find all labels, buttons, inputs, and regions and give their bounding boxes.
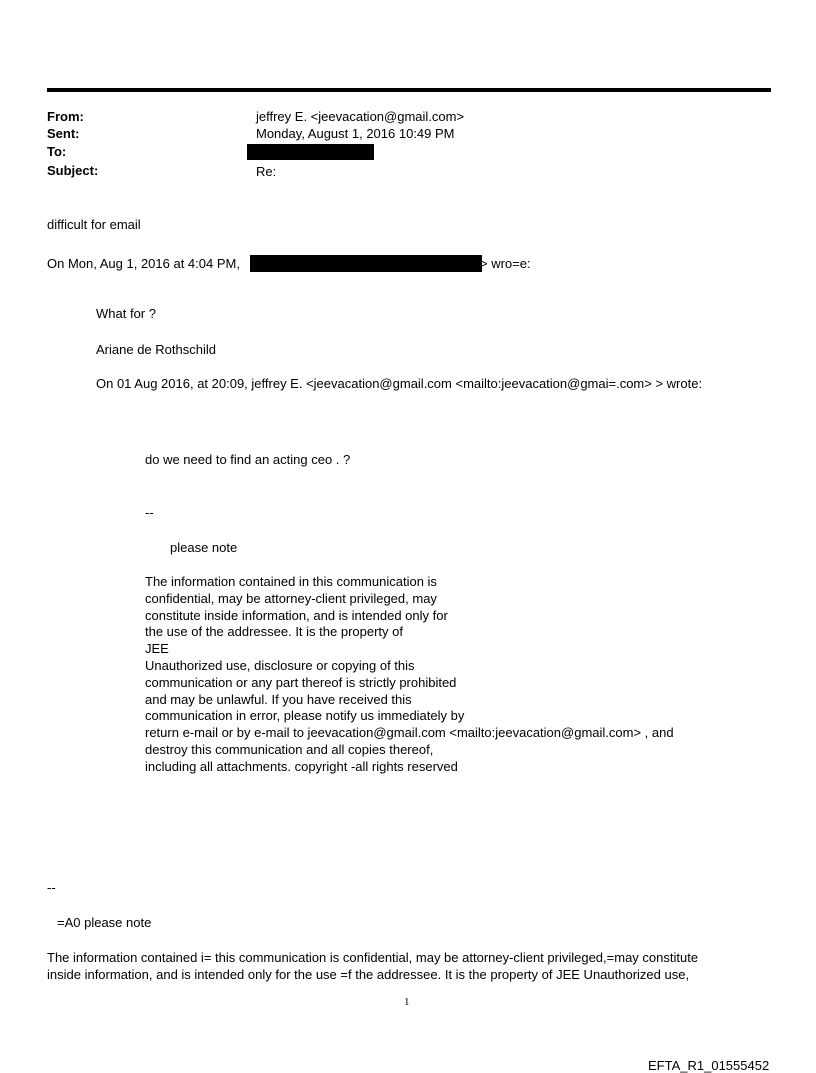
signature-separator-inner: -- xyxy=(145,505,154,520)
signature-separator-outer: -- xyxy=(47,880,56,895)
to-redaction xyxy=(247,144,374,160)
subject-value: Re: xyxy=(256,164,277,179)
outer-disclaimer-line: The information contained i= this communication is confidential, may be attorney-client privileged,=may constitute xyxy=(47,950,699,965)
please-note-outer: =A0 please note xyxy=(57,915,152,930)
please-note-inner: please note xyxy=(170,540,238,555)
sent-label: Sent: xyxy=(47,126,80,141)
from-label: From: xyxy=(47,109,84,124)
disclaimer-line: destroy this communication and all copies thereof, xyxy=(145,741,434,757)
what-for-text: What for ? xyxy=(96,306,156,321)
page-number: 1 xyxy=(404,996,410,1008)
outer-disclaimer-line: inside information, and is intended only for the use =f the addressee. It is the property of JEE Unauthorized use, xyxy=(47,966,690,982)
outer-disclaimer xyxy=(47,950,698,984)
header-rule xyxy=(47,88,771,92)
document-id: EFTA_R1_01555452 xyxy=(648,1058,770,1073)
disclaimer-line: communication or any part thereof is strictly prohibited xyxy=(145,674,457,690)
from-value: jeffrey E. <jeevacation@gmail.com> xyxy=(256,109,465,124)
question-text: do we need to find an acting ceo . ? xyxy=(145,452,351,467)
disclaimer-line: return e-mail or by e-mail to jeevacation@gmail.com <mailto:jeevacation@gmail.com> , and xyxy=(145,725,674,741)
disclaimer-line: and may be unlawful. If you have received this xyxy=(145,691,412,707)
subject-label: Subject: xyxy=(47,163,99,178)
sender-redaction xyxy=(250,255,482,272)
to-label: To: xyxy=(47,144,67,159)
signature-name: Ariane de Rothschild xyxy=(96,342,216,357)
disclaimer-line: the use of the addressee. It is the property of xyxy=(145,624,403,640)
disclaimer-line: communication in error, please notify us immediately by xyxy=(145,708,465,724)
reply-text: difficult for email xyxy=(47,217,141,232)
sent-value: Monday, August 1, 2016 10:49 PM xyxy=(256,126,455,141)
disclaimer-line: Unauthorized use, disclosure or copying of this xyxy=(145,657,415,673)
nested-intro: On 01 Aug 2016, at 20:09, jeffrey E. <jeevacation@gmail.com <mailto:jeevacation@gmai=.com> > wrote: xyxy=(96,376,703,391)
quote-intro-suffix: > wro=e: xyxy=(480,256,531,271)
disclaimer-line: constitute inside information, and is intended only for xyxy=(145,607,448,623)
disclaimer-line: The information contained in this communication is xyxy=(145,574,437,589)
disclaimer-line: confidential, may be attorney-client privileged, may xyxy=(145,590,437,606)
quote-intro-prefix: On Mon, Aug 1, 2016 at 4:04 PM, xyxy=(47,256,240,271)
inner-disclaimer xyxy=(145,574,674,776)
disclaimer-line: including all attachments. copyright -all rights reserved xyxy=(145,758,458,774)
disclaimer-line: JEE xyxy=(145,641,169,657)
